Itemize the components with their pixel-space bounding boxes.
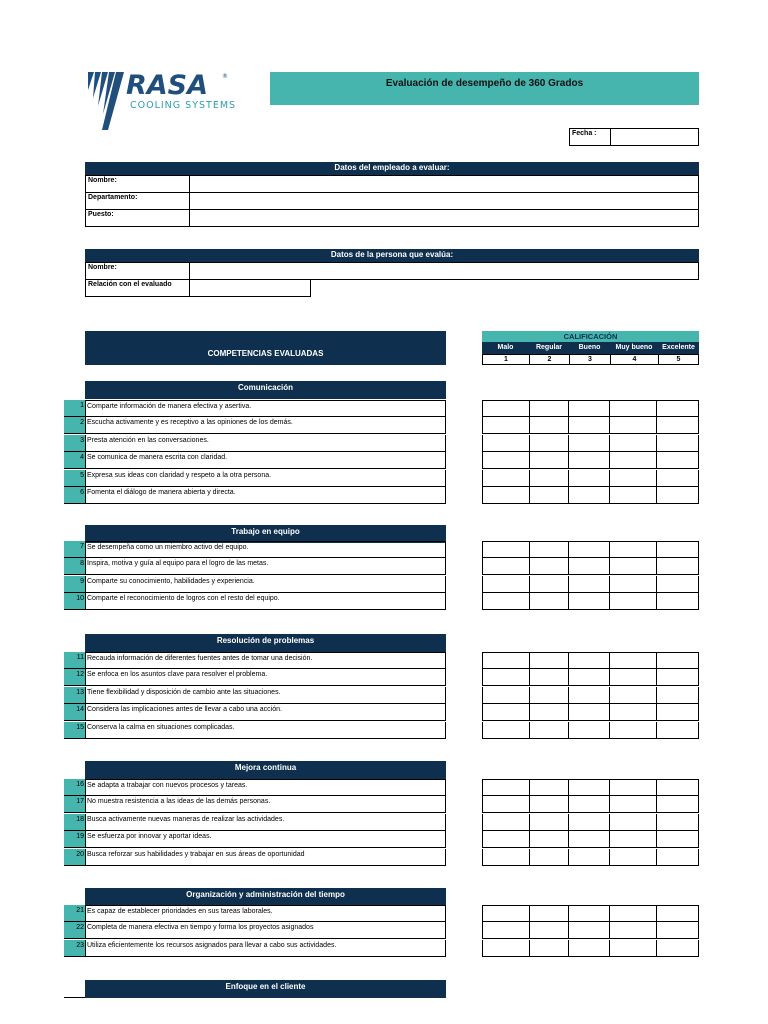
rating-cell-3[interactable] [569,796,610,812]
item-number: 23 [64,940,85,957]
rating-cell-4[interactable] [610,576,658,592]
rating-cell-3[interactable] [569,687,610,703]
rating-cell-1[interactable] [483,576,530,592]
rating-cell-4[interactable] [610,417,658,433]
calificacion-number: 4 [611,355,659,364]
rating-cell-4[interactable] [610,831,658,847]
item-text: Comparte su conocimiento, habilidades y experiencia. [85,576,446,593]
rating-cell-1[interactable] [483,593,530,609]
rating-cell-3[interactable] [569,704,610,720]
rating-cell-4[interactable] [610,849,658,865]
empleado-nombre-label: Nombre: [86,176,190,192]
rating-cell-1[interactable] [483,687,530,703]
item-text: Conserva la calma en situaciones complicadas. [85,722,446,739]
svg-text:®: ® [222,73,228,80]
rating-cell-3[interactable] [569,814,610,830]
empleado-nombre-row[interactable] [85,175,699,193]
rating-cell-1[interactable] [483,487,530,503]
rating-cell-2[interactable] [530,653,570,668]
rating-cell-5[interactable] [657,722,698,738]
item-number: 3 [64,435,85,452]
rating-cell-5[interactable] [657,401,698,416]
rating-cell-3[interactable] [569,470,610,486]
rating-cell-3[interactable] [569,669,610,685]
item-number: 6 [64,487,85,504]
item-text: Comparte información de manera efectiva y asertiva. [85,400,446,417]
item-number: 18 [64,814,85,831]
rating-cell-3[interactable] [569,653,610,668]
rating-cell-2[interactable] [530,470,570,486]
rating-row [482,849,699,866]
rating-cell-2[interactable] [530,831,570,847]
rating-cell-5[interactable] [657,435,698,451]
item-number: 11 [64,652,85,669]
item-text: Tiene flexibilidad y disposición de cambio ante las situaciones. [85,687,446,704]
item-number: 10 [64,593,85,610]
rating-cell-4[interactable] [610,542,658,557]
rating-row [482,669,699,686]
rating-row [482,687,699,704]
rating-cell-5[interactable] [657,940,698,956]
evaluador-relacion-row[interactable] [85,280,311,297]
rating-cell-1[interactable] [483,470,530,486]
item-text: Utiliza eficientemente los recursos asignados para llevar a cabo sus actividades. [85,940,446,957]
rating-row [482,593,699,610]
item-text: Presta atención en las conversaciones. [85,435,446,452]
rating-cell-2[interactable] [530,814,570,830]
rating-cell-4[interactable] [610,922,658,938]
item-number: 16 [64,779,85,796]
calificacion-label: Muy bueno [615,344,653,351]
item-text: Se comunica de manera escrita con claridad. [85,452,446,469]
rating-cell-2[interactable] [530,687,570,703]
rating-cell-4[interactable] [610,593,658,609]
rating-cell-3[interactable] [569,542,610,557]
rating-cell-5[interactable] [657,593,698,609]
calificacion-number: 3 [570,355,611,364]
rating-cell-2[interactable] [530,906,570,921]
rating-cell-2[interactable] [530,780,570,795]
rating-cell-1[interactable] [483,906,530,921]
rating-cell-3[interactable] [569,940,610,956]
rating-cell-4[interactable] [610,653,658,668]
item-number: 4 [64,452,85,469]
rating-cell-5[interactable] [657,796,698,812]
fecha-input[interactable] [610,128,699,146]
form-title: Evaluación de desempeño de 360 Grados [270,72,699,105]
rating-cell-4[interactable] [610,814,658,830]
calificacion-labels [482,342,699,354]
rating-cell-4[interactable] [610,401,658,416]
item-number: 13 [64,687,85,704]
rating-cell-3[interactable] [569,435,610,451]
rating-cell-3[interactable] [569,593,610,609]
rating-cell-3[interactable] [569,576,610,592]
rating-cell-1[interactable] [483,435,530,451]
calificacion-title: CALIFICACIÓN [482,331,699,342]
item-number: 15 [64,722,85,739]
rating-cell-2[interactable] [530,576,570,592]
rating-cell-5[interactable] [657,452,698,468]
rating-cell-1[interactable] [483,940,530,956]
rating-cell-5[interactable] [657,831,698,847]
rating-row [482,814,699,831]
rating-cell-2[interactable] [530,849,570,865]
item-number: 2 [64,417,85,434]
rating-cell-3[interactable] [569,922,610,938]
rasa-logo [84,68,244,132]
item-number: 14 [64,704,85,721]
item-number: 5 [64,470,85,487]
rating-row [482,417,699,434]
rating-row [482,922,699,939]
section-header: Resolución de problemas [85,634,446,652]
rating-cell-5[interactable] [657,653,698,668]
calificacion-number: 2 [530,355,570,364]
item-text: Busca activamente nuevas maneras de realizar las actividades. [85,814,446,831]
rating-cell-1[interactable] [483,669,530,685]
calificacion-label: Malo [497,344,514,351]
item-text: Considera las implicaciones antes de llevar a cabo una acción. [85,704,446,721]
rating-cell-2[interactable] [530,542,570,557]
rating-row [482,470,699,487]
rating-cell-1[interactable] [483,452,530,468]
rating-row [482,435,699,452]
rating-row [482,541,699,558]
evaluador-nombre-row[interactable] [85,262,699,280]
item-text: Completa de manera efectiva en tiempo y forma los proyectos asignados [85,922,446,939]
empleado-departamento-row[interactable] [85,193,699,210]
divider [64,997,85,998]
rating-cell-2[interactable] [530,722,570,738]
rating-cell-1[interactable] [483,542,530,557]
rating-cell-2[interactable] [530,452,570,468]
item-text: Expresa sus ideas con claridad y respeto a la otra persona. [85,470,446,487]
calificacion-label: Bueno [578,344,601,351]
rating-cell-3[interactable] [569,401,610,416]
rating-row [482,779,699,796]
rating-cell-5[interactable] [657,780,698,795]
rating-cell-2[interactable] [530,558,570,574]
rasa-logo-graphic [84,68,244,132]
rating-row [482,796,699,813]
rating-cell-4[interactable] [610,780,658,795]
rating-cell-5[interactable] [657,487,698,503]
empleado-departamento-label: Departamento: [86,193,190,209]
svg-text:COOLING SYSTEMS: COOLING SYSTEMS [130,100,237,111]
item-text: Comparte el reconocimiento de logros con el resto del equipo. [85,593,446,610]
rating-row [482,704,699,721]
item-number: 1 [64,400,85,417]
rating-row [482,487,699,504]
rating-cell-1[interactable] [483,849,530,865]
rating-cell-3[interactable] [569,906,610,921]
rating-cell-3[interactable] [569,780,610,795]
rating-cell-2[interactable] [530,401,570,416]
rating-cell-4[interactable] [610,487,658,503]
section-header: Trabajo en equipo [85,525,446,543]
calificacion-label: Excelente [662,344,695,351]
evaluador-nombre-label: Nombre: [86,263,190,279]
rating-cell-5[interactable] [657,542,698,557]
rating-cell-3[interactable] [569,487,610,503]
section-header: Comunicación [85,381,446,399]
rating-cell-3[interactable] [569,849,610,865]
rating-row [482,905,699,922]
evaluador-header: Datos de la persona que evalúa: [85,249,699,262]
item-number: 21 [64,905,85,922]
rating-row [482,722,699,739]
rating-row [482,452,699,469]
rating-cell-4[interactable] [610,470,658,486]
calificacion-label: Regular [535,344,563,351]
rating-cell-5[interactable] [657,849,698,865]
rating-row [482,400,699,417]
rating-cell-4[interactable] [610,722,658,738]
rating-cell-4[interactable] [610,906,658,921]
item-text: No muestra resistencia a las ideas de las demás personas. [85,796,446,813]
rating-cell-4[interactable] [610,435,658,451]
rating-cell-2[interactable] [530,669,570,685]
svg-text:RASA: RASA [126,70,209,101]
rating-cell-1[interactable] [483,722,530,738]
item-text: Fomenta el diálogo de manera abierta y directa. [85,487,446,504]
rating-cell-3[interactable] [569,417,610,433]
rating-cell-3[interactable] [569,558,610,574]
item-number: 22 [64,922,85,939]
rating-cell-4[interactable] [610,796,658,812]
rating-cell-5[interactable] [657,687,698,703]
calificacion-number: 1 [483,355,530,364]
rating-row [482,558,699,575]
item-number: 8 [64,558,85,575]
rating-cell-2[interactable] [530,922,570,938]
item-text: Inspira, motiva y guía al equipo para el logro de las metas. [85,558,446,575]
rating-cell-2[interactable] [530,487,570,503]
section-header: Organización y administración del tiempo [85,888,446,906]
section-header: Enfoque en el cliente [85,980,446,998]
rating-cell-1[interactable] [483,704,530,720]
section-header: Mejora continua [85,761,446,779]
rating-cell-2[interactable] [530,417,570,433]
item-number: 12 [64,669,85,686]
rating-cell-4[interactable] [610,704,658,720]
item-text: Se desempeña como un miembro activo del equipo. [85,541,446,558]
rating-row [482,652,699,669]
rating-cell-3[interactable] [569,452,610,468]
item-text: Se adapta a trabajar con nuevos procesos y tareas. [85,779,446,796]
item-number: 19 [64,831,85,848]
rating-cell-5[interactable] [657,576,698,592]
calificacion-number: 5 [676,356,681,363]
item-number: 20 [64,849,85,866]
rating-cell-1[interactable] [483,831,530,847]
rating-cell-5[interactable] [657,814,698,830]
item-text: Recauda información de diferentes fuentes antes de tomar una decisión. [85,652,446,669]
competencias-header: COMPETENCIAS EVALUADAS [85,331,446,365]
rating-cell-2[interactable] [530,704,570,720]
rating-cell-1[interactable] [483,417,530,433]
rating-row [482,831,699,848]
rating-cell-1[interactable] [483,814,530,830]
item-number: 17 [64,796,85,813]
rating-cell-2[interactable] [530,435,570,451]
rating-cell-4[interactable] [610,558,658,574]
rating-cell-4[interactable] [610,452,658,468]
item-text: Escucha activamente y es receptivo a las opiniones de los demás. [85,417,446,434]
rating-cell-1[interactable] [483,558,530,574]
item-text: Se esfuerza por innovar y aportar ideas. [85,831,446,848]
item-number: 7 [64,541,85,558]
calificacion-numbers [482,354,699,365]
rating-cell-4[interactable] [610,669,658,685]
rating-cell-1[interactable] [483,401,530,416]
item-text: Se enfoca en los asuntos clave para resolver el problema. [85,669,446,686]
rating-cell-1[interactable] [483,922,530,938]
rating-cell-5[interactable] [657,417,698,433]
rating-cell-5[interactable] [657,704,698,720]
rating-cell-5[interactable] [657,470,698,486]
item-number: 9 [64,576,85,593]
rating-cell-3[interactable] [569,831,610,847]
empleado-puesto-row[interactable] [85,210,699,227]
rating-cell-1[interactable] [483,653,530,668]
rating-cell-4[interactable] [610,687,658,703]
rating-cell-5[interactable] [657,669,698,685]
fecha-label: Fecha : [569,128,610,146]
rating-cell-3[interactable] [569,722,610,738]
rating-cell-5[interactable] [657,922,698,938]
empleado-puesto-label: Puesto: [86,210,190,226]
rating-cell-1[interactable] [483,796,530,812]
evaluador-relacion-label: Relación con el evaluado [86,280,190,296]
rating-cell-2[interactable] [530,796,570,812]
rating-cell-5[interactable] [657,558,698,574]
rating-cell-1[interactable] [483,780,530,795]
item-text: Es capaz de establecer prioridades en sus tareas laborales. [85,905,446,922]
empleado-header: Datos del empleado a evaluar: [85,162,699,175]
rating-row [482,940,699,957]
rating-row [482,576,699,593]
rating-cell-5[interactable] [657,906,698,921]
item-text: Busca reforzar sus habilidades y trabajar en sus áreas de oportunidad [85,849,446,866]
rating-cell-2[interactable] [530,593,570,609]
rating-cell-4[interactable] [610,940,658,956]
rating-cell-2[interactable] [530,940,570,956]
